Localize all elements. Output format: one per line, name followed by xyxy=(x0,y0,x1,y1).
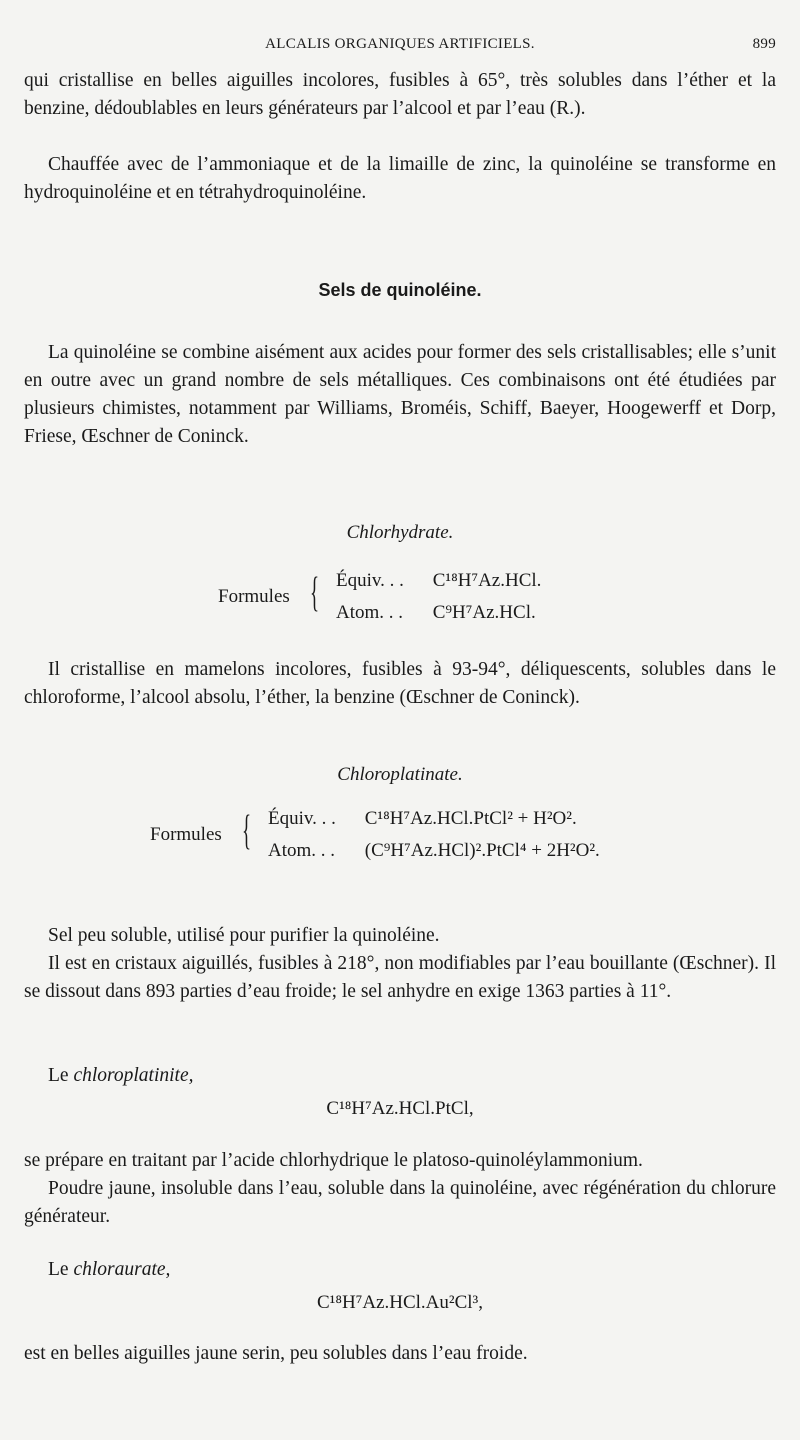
atom-formula: C⁹H⁷Az.HCl. xyxy=(432,602,536,623)
formulas-label: Formules xyxy=(218,586,290,607)
paragraph-4: Il cristallise en mamelons incolores, fusibles à 93-94°, déliquescents, solubles dans le chloroforme, l’alcool absolu, l’éther, la benzine (Œschner de Coninck). xyxy=(24,659,776,708)
atom-row xyxy=(336,602,536,624)
chloraurate-term: chloraurate, xyxy=(73,1259,171,1280)
chloroplatinite-term: chloroplatinite, xyxy=(73,1065,194,1086)
chlorhydrate-subtitle: Chlorhydrate. xyxy=(346,522,454,543)
equiv-row xyxy=(268,808,577,830)
paragraph-9: Poudre jaune, insoluble dans l’eau, soluble dans la quinoléine, avec régénération du chlorure générateur. xyxy=(24,1178,776,1227)
paragraph-1: qui cristallise en belles aiguilles incolores, fusibles à 65°, très solubles dans l’éther et la benzine, dédoublables en leurs générateurs par l’alcool et par l’eau (R.). xyxy=(24,70,776,119)
chloraurate-prefix: Le xyxy=(48,1259,74,1280)
paragraph-6: Il est en cristaux aiguillés, fusibles à 218°, non modifiables par l’eau bouillante (Œschner). Il se dissout dans 893 parties d’eau froide; le sel anhydre en exige 1363 parties à 11°. xyxy=(24,953,776,1002)
chloroplatinate-subtitle: Chloroplatinate. xyxy=(337,764,463,785)
atom-kind: Atom. . . xyxy=(268,840,336,861)
chloraurate-formula: C¹⁸H⁷Az.HCl.Au²Cl³, xyxy=(317,1292,483,1313)
atom-formula: (C⁹H⁷Az.HCl)².PtCl⁴ + 2H²O². xyxy=(364,840,600,861)
paragraph-5: Sel peu soluble, utilisé pour purifier la quinoléine. xyxy=(48,925,440,946)
brace-symbol: { xyxy=(242,808,252,854)
atom-kind: Atom. . . xyxy=(336,602,404,623)
paragraph-7 xyxy=(24,1062,776,1090)
formulas-label: Formules xyxy=(150,824,222,845)
brace-symbol: { xyxy=(310,570,320,616)
equiv-kind: Équiv. . . xyxy=(268,808,336,829)
page-number: 899 xyxy=(752,36,776,52)
section-title: Sels de quinoléine. xyxy=(318,280,482,300)
running-title: ALCALIS ORGANIQUES ARTIFICIELS. xyxy=(265,36,535,52)
equiv-formula: C¹⁸H⁷Az.HCl. xyxy=(432,570,542,591)
chlorhydrate-formulas xyxy=(218,566,598,636)
paragraph-3: La quinoléine se combine aisément aux acides pour former des sels cristallisables; elle s’unit en outre avec un grand nombre de sels métalliques. Ces combinaisons ont été étudiées par plusieurs chimistes, notamment par Williams, Broméis, Schiff, Baeyer, Hoogewerff et Dorp, Friese, Œschner de Coninck. xyxy=(24,342,776,447)
page-header xyxy=(24,36,776,60)
paragraph-11: est en belles aiguilles jaune serin, peu solubles dans l’eau froide. xyxy=(24,1343,528,1364)
chloroplatinite-formula: C¹⁸H⁷Az.HCl.PtCl, xyxy=(326,1098,474,1119)
chloroplatinite-prefix: Le xyxy=(48,1065,74,1086)
paragraph-8: se prépare en traitant par l’acide chlorhydrique le platoso-quinoléylammonium. xyxy=(24,1150,643,1171)
equiv-row xyxy=(336,570,541,592)
equiv-kind: Équiv. . . xyxy=(336,570,404,591)
paragraph-2: Chauffée avec de l’ammoniaque et de la limaille de zinc, la quinoléine se transforme en hydroquinoléine et en tétrahydroquinoléine. xyxy=(24,154,776,203)
equiv-formula: C¹⁸H⁷Az.HCl.PtCl² + H²O². xyxy=(364,808,577,829)
paragraph-10 xyxy=(24,1256,776,1284)
atom-row xyxy=(268,840,600,862)
chloroplatinate-formulas xyxy=(150,804,670,874)
